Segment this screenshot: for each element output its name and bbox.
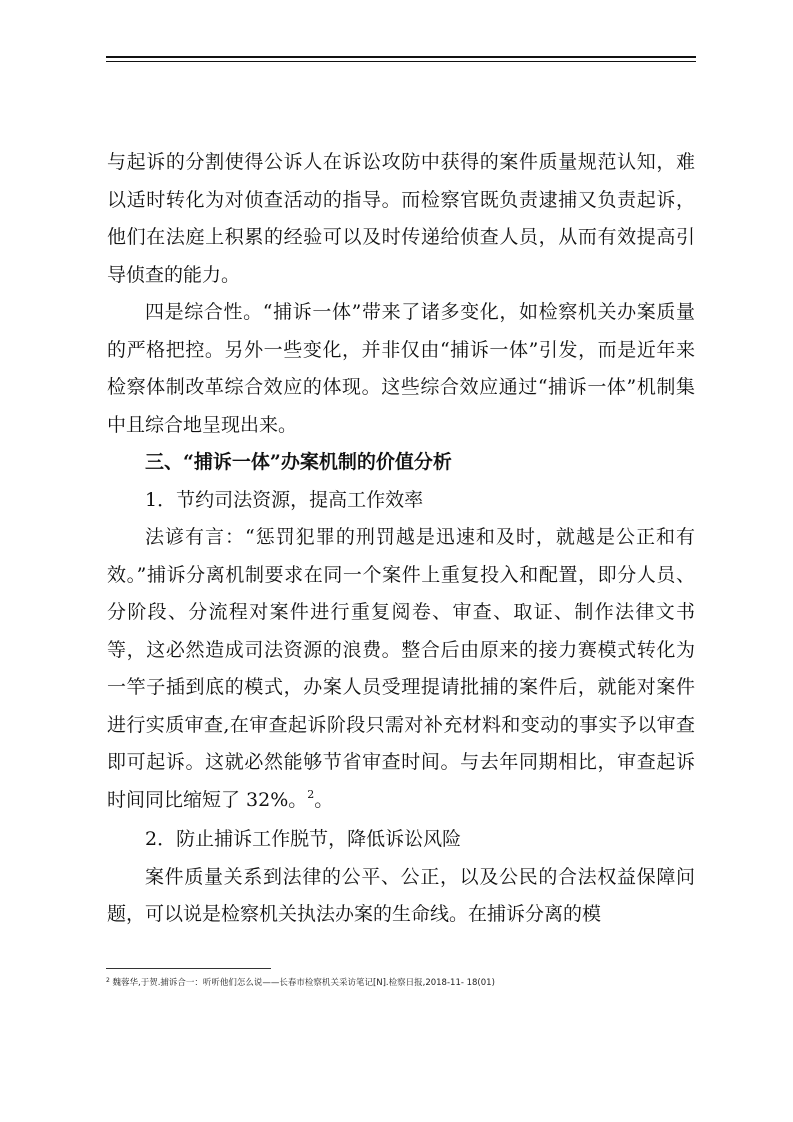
- subheading-2: 2．防止捕诉工作脱节，降低诉讼风险: [145, 828, 462, 850]
- paragraph-4: 案件质量关系到法律的公平、公正，以及公民的合法权益保障问题，可以说是检察机关执法办案的生命线。在捕诉分离的模: [107, 865, 695, 925]
- footnote-rule: [106, 968, 271, 969]
- header-rule-thin: [106, 61, 696, 62]
- body-text: [107, 144, 695, 934]
- paragraph-3-text: 法谚有言：“惩罚犯罪的刑罚越是迅速和及时，就越是公正和有效。”捕诉分离机制要求在同一个案件上重复投入和配置，即分人员、分阶段、分流程对案件进行重复阅卷、审查、取证、制作法律文书等，这必然造成司法资源的浪费。整合后由原来的接力赛模式转化为一竿子插到底的模式，办案人员受理提请批捕的案件后，就能对案件进行实质审查,在审查起诉阶段只需对补充材料和变动的事实予以审查即可起诉。这就必然能够节省审查时间。与去年同期相比，审查起诉时间同比缩短了 32%。: [107, 526, 695, 811]
- subheading-1: 1．节约司法资源，提高工作效率: [145, 488, 424, 511]
- paragraph-2: 四是综合性。“捕诉一体”带来了诸多变化，如检察机关办案质量的严格把控。另外一些变化，并非仅由“捕诉一体”引发，而是近年来检察体制改革综合效应的体现。这些综合效应通过“捕诉一体”机制集中且综合地呈现出来。: [107, 301, 695, 436]
- footnote-mark: 2: [106, 977, 110, 984]
- paragraph-3: [107, 519, 695, 821]
- footnote-text: 魏蓉华,于贺.捕诉合一：听听他们怎么说——长春市检察机关采访笔记[N].检察日报,2018-11- 18(01): [112, 978, 495, 988]
- footnote: [106, 976, 696, 988]
- paragraph-1: 与起诉的分割使得公诉人在诉讼攻防中获得的案件质量规范认知，难以适时转化为对侦查活动的指导。而检察官既负责逮捕又负责起诉，他们在法庭上积累的经验可以及时传递给侦查人员，从而有效提高引导侦查的能力。: [107, 151, 695, 286]
- header-rule-thick: [106, 56, 696, 58]
- paragraph-3-tail: 。: [314, 788, 334, 811]
- section-heading: 三、“捕诉一体”办案机制的价值分析: [145, 451, 452, 473]
- footnote-ref: 2: [307, 787, 315, 801]
